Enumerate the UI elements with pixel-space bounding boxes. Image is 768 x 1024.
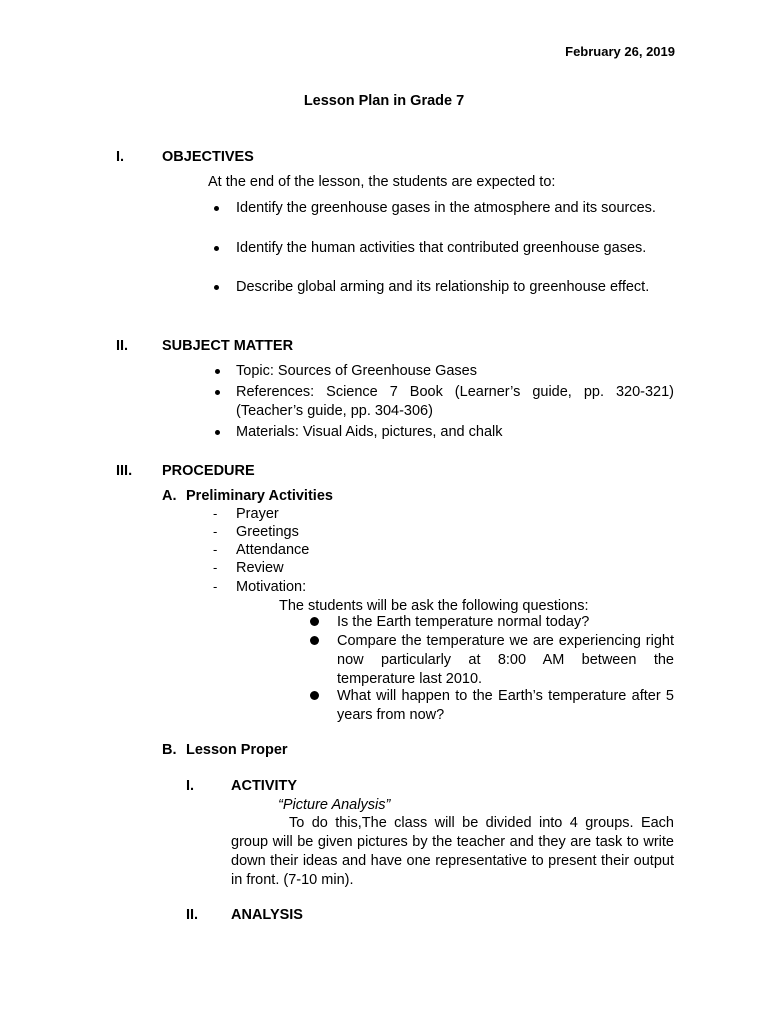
bullet-icon <box>215 390 220 395</box>
dash-marker: - <box>213 542 218 557</box>
subsection-heading-preliminary: Preliminary Activities <box>186 488 333 504</box>
bullet-icon <box>310 636 319 645</box>
preliminary-item: Motivation: <box>236 579 307 595</box>
objective-item: Identify the greenhouse gases in the atmosphere and its sources. <box>236 200 656 216</box>
bullet-icon <box>215 369 220 374</box>
activity-subtitle: “Picture Analysis” <box>278 797 391 813</box>
motivation-question: What will happen to the Earth’s temperature after 5 years from now? <box>337 688 674 723</box>
preliminary-item: Attendance <box>236 542 310 558</box>
preliminary-item: Prayer <box>236 506 279 522</box>
dash-marker: - <box>213 506 218 521</box>
motivation-question: Compare the temperature we are experiencing right now particularly at 8:00 AM between the temperature last 2010. <box>337 633 674 687</box>
page-title: Lesson Plan in Grade 7 <box>303 93 465 109</box>
bullet-icon <box>214 246 219 251</box>
activity-numeral: I. <box>186 778 195 794</box>
section-heading-subject-matter: SUBJECT MATTER <box>162 338 294 354</box>
preliminary-item: Review <box>236 560 284 576</box>
activity-heading: ACTIVITY <box>231 778 298 794</box>
section-numeral-procedure: III. <box>116 463 133 479</box>
dash-marker: - <box>213 579 218 594</box>
subject-item: Topic: Sources of Greenhouse Gases <box>236 363 477 379</box>
analysis-heading: ANALYSIS <box>231 907 303 923</box>
section-numeral-objectives: I. <box>116 149 125 165</box>
bullet-icon <box>215 430 220 435</box>
preliminary-item: Greetings <box>236 524 299 540</box>
date: February 26, 2019 <box>565 44 675 59</box>
dash-marker: - <box>213 524 218 539</box>
objectives-intro: At the end of the lesson, the students are expected to: <box>208 174 556 190</box>
section-numeral-subject-matter: II. <box>116 338 129 354</box>
motivation-question: Is the Earth temperature normal today? <box>337 614 590 630</box>
dash-marker: - <box>213 560 218 575</box>
bullet-icon <box>310 691 319 700</box>
bullet-icon <box>310 617 319 626</box>
bullet-icon <box>214 285 219 290</box>
subject-item: References: Science 7 Book (Learner’s guide, pp. 320-321) (Teacher’s guide, pp. 304-306) <box>236 384 674 419</box>
objective-item: Describe global arming and its relationship to greenhouse effect. <box>236 279 650 295</box>
section-heading-objectives: OBJECTIVES <box>162 149 254 165</box>
subsection-label-a: A. <box>162 488 177 504</box>
activity-description: To do this,The class will be divided into 4 groups. Each group will be given pictures by the teacher and they are task to write down their ideas and have one representative to present their output in front. (7-10 min). <box>231 815 674 888</box>
section-heading-procedure: PROCEDURE <box>162 463 255 479</box>
subsection-label-b: B. <box>162 742 177 758</box>
bullet-icon <box>214 206 219 211</box>
subject-item: Materials: Visual Aids, pictures, and chalk <box>236 424 503 440</box>
subsection-heading-lesson-proper: Lesson Proper <box>186 742 288 758</box>
objective-item: Identify the human activities that contributed greenhouse gases. <box>236 240 647 256</box>
motivation-intro: The students will be ask the following questions: <box>279 598 589 614</box>
analysis-numeral: II. <box>186 907 199 923</box>
